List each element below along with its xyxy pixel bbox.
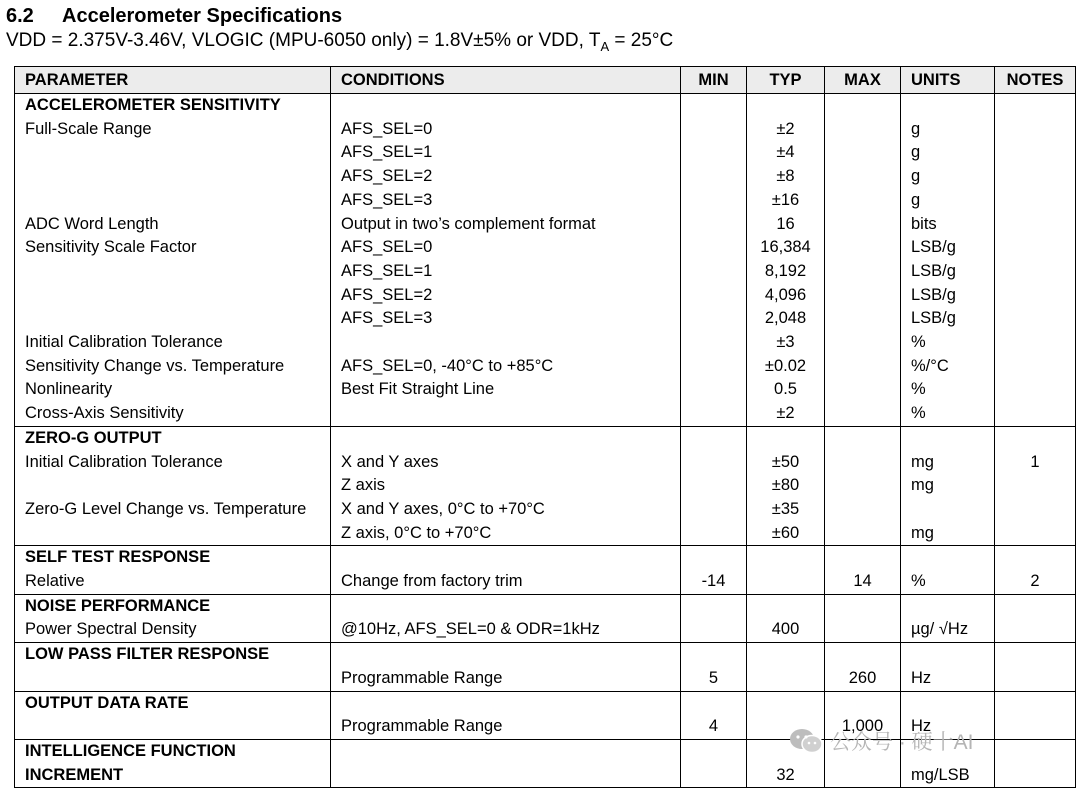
notes-cell: [995, 94, 1076, 118]
max-cell: [825, 498, 901, 522]
notes-cell: [995, 474, 1076, 498]
notes-cell: [995, 764, 1076, 788]
typ-cell: ±2: [747, 402, 825, 426]
units-cell: Hz: [901, 667, 995, 691]
typ-cell: 16: [747, 213, 825, 237]
max-cell: [825, 426, 901, 450]
units-cell: mg: [901, 474, 995, 498]
notes-cell: 2: [995, 570, 1076, 594]
parameter-cell: Sensitivity Change vs. Temperature: [15, 355, 331, 379]
min-cell: [681, 764, 747, 788]
parameter-cell: [15, 141, 331, 165]
parameter-cell: Initial Calibration Tolerance: [15, 331, 331, 355]
table-row: [15, 307, 1076, 331]
max-cell: 260: [825, 667, 901, 691]
table-row: [15, 165, 1076, 189]
units-cell: LSB/g: [901, 260, 995, 284]
units-cell: %: [901, 402, 995, 426]
units-cell: LSB/g: [901, 236, 995, 260]
min-cell: [681, 426, 747, 450]
table-row: [15, 570, 1076, 594]
max-cell: [825, 165, 901, 189]
typ-cell: 16,384: [747, 236, 825, 260]
min-cell: [681, 691, 747, 715]
typ-cell: [747, 691, 825, 715]
max-cell: [825, 213, 901, 237]
typ-cell: ±3: [747, 331, 825, 355]
conditions-cell: AFS_SEL=0: [331, 236, 681, 260]
section-number: 6.2: [6, 5, 34, 27]
table-row: [15, 189, 1076, 213]
subtitle-tail: = 25°C: [609, 30, 674, 51]
header-notes: NOTES: [995, 67, 1076, 94]
min-cell: 4: [681, 715, 747, 739]
table-row: [15, 546, 1076, 570]
min-cell: [681, 118, 747, 142]
max-cell: [825, 284, 901, 308]
parameter-cell: [15, 522, 331, 546]
section-label: INCREMENT: [15, 764, 331, 788]
parameter-cell: [15, 260, 331, 284]
table-header-row: [15, 67, 1076, 94]
min-cell: [681, 594, 747, 618]
max-cell: [825, 260, 901, 284]
notes-cell: [995, 402, 1076, 426]
conditions-cell: Programmable Range: [331, 667, 681, 691]
section-label: NOISE PERFORMANCE: [15, 594, 331, 618]
watermark: [788, 726, 974, 756]
units-cell: bits: [901, 213, 995, 237]
notes-cell: [995, 141, 1076, 165]
min-cell: [681, 141, 747, 165]
table-row: [15, 260, 1076, 284]
parameter-cell: Cross-Axis Sensitivity: [15, 402, 331, 426]
section-label: LOW PASS FILTER RESPONSE: [15, 643, 331, 667]
table-row: [15, 118, 1076, 142]
min-cell: -14: [681, 570, 747, 594]
max-cell: [825, 764, 901, 788]
units-cell: mg: [901, 451, 995, 475]
conditions-cell: Change from factory trim: [331, 570, 681, 594]
parameter-cell: Zero-G Level Change vs. Temperature: [15, 498, 331, 522]
conditions-cell: [331, 546, 681, 570]
notes-cell: 1: [995, 451, 1076, 475]
min-cell: [681, 165, 747, 189]
notes-cell: [995, 331, 1076, 355]
watermark-text: 公众号 · 硬十AI: [830, 731, 974, 754]
units-cell: g: [901, 189, 995, 213]
notes-cell: [995, 284, 1076, 308]
parameter-cell: ADC Word Length: [15, 213, 331, 237]
notes-cell: [995, 355, 1076, 379]
max-cell: [825, 618, 901, 642]
max-cell: [825, 402, 901, 426]
table-row: [15, 643, 1076, 667]
typ-cell: ±35: [747, 498, 825, 522]
units-cell: mg/LSB: [901, 764, 995, 788]
parameter-cell: [15, 165, 331, 189]
section-label: INTELLIGENCE FUNCTION: [15, 739, 331, 763]
notes-cell: [995, 189, 1076, 213]
typ-cell: [747, 667, 825, 691]
units-cell: [901, 546, 995, 570]
table-row: [15, 667, 1076, 691]
parameter-cell: [15, 667, 331, 691]
notes-cell: [995, 260, 1076, 284]
conditions-cell: X and Y axes, 0°C to +70°C: [331, 498, 681, 522]
table-row: [15, 594, 1076, 618]
notes-cell: [995, 546, 1076, 570]
max-cell: [825, 189, 901, 213]
table-row: [15, 331, 1076, 355]
header-min: MIN: [681, 67, 747, 94]
notes-cell: [995, 715, 1076, 739]
typ-cell: 400: [747, 618, 825, 642]
table-row: [15, 618, 1076, 642]
typ-cell: ±8: [747, 165, 825, 189]
units-cell: LSB/g: [901, 284, 995, 308]
min-cell: [681, 451, 747, 475]
min-cell: [681, 643, 747, 667]
units-cell: %: [901, 331, 995, 355]
section-label: ZERO-G OUTPUT: [15, 426, 331, 450]
notes-cell: [995, 213, 1076, 237]
conditions-cell: AFS_SEL=0, -40°C to +85°C: [331, 355, 681, 379]
parameter-cell: [15, 715, 331, 739]
table-row: [15, 451, 1076, 475]
typ-cell: 2,048: [747, 307, 825, 331]
min-cell: [681, 402, 747, 426]
units-cell: %: [901, 378, 995, 402]
max-cell: [825, 474, 901, 498]
notes-cell: [995, 498, 1076, 522]
parameter-cell: Initial Calibration Tolerance: [15, 451, 331, 475]
conditions-cell: [331, 739, 681, 763]
spec-table: [14, 66, 1076, 788]
typ-cell: 8,192: [747, 260, 825, 284]
notes-cell: [995, 594, 1076, 618]
parameter-cell: [15, 307, 331, 331]
min-cell: [681, 618, 747, 642]
min-cell: [681, 546, 747, 570]
parameter-cell: [15, 284, 331, 308]
max-cell: [825, 522, 901, 546]
max-cell: [825, 643, 901, 667]
typ-cell: ±60: [747, 522, 825, 546]
typ-cell: [747, 643, 825, 667]
units-cell: LSB/g: [901, 307, 995, 331]
table-row: [15, 426, 1076, 450]
min-cell: [681, 331, 747, 355]
conditions-cell: @10Hz, AFS_SEL=0 & ODR=1kHz: [331, 618, 681, 642]
header-max: MAX: [825, 67, 901, 94]
max-cell: [825, 691, 901, 715]
typ-cell: ±0.02: [747, 355, 825, 379]
conditions-cell: AFS_SEL=1: [331, 141, 681, 165]
max-cell: [825, 94, 901, 118]
units-cell: g: [901, 141, 995, 165]
units-cell: [901, 498, 995, 522]
min-cell: [681, 739, 747, 763]
conditions-cell: AFS_SEL=0: [331, 118, 681, 142]
table-row: [15, 691, 1076, 715]
conditions-subtitle: [6, 30, 673, 54]
section-heading: [6, 5, 342, 28]
max-cell: [825, 355, 901, 379]
max-cell: [825, 118, 901, 142]
table-row: [15, 94, 1076, 118]
notes-cell: [995, 667, 1076, 691]
notes-cell: [995, 307, 1076, 331]
typ-cell: [747, 426, 825, 450]
max-cell: 14: [825, 570, 901, 594]
section-title: Accelerometer Specifications: [62, 5, 343, 27]
parameter-cell: Sensitivity Scale Factor: [15, 236, 331, 260]
typ-cell: 4,096: [747, 284, 825, 308]
typ-cell: ±80: [747, 474, 825, 498]
units-cell: [901, 691, 995, 715]
min-cell: [681, 522, 747, 546]
table-row: [15, 402, 1076, 426]
typ-cell: [747, 570, 825, 594]
typ-cell: 32: [747, 764, 825, 788]
notes-cell: [995, 691, 1076, 715]
min-cell: [681, 474, 747, 498]
header-units: UNITS: [901, 67, 995, 94]
conditions-cell: [331, 764, 681, 788]
min-cell: 5: [681, 667, 747, 691]
typ-cell: ±16: [747, 189, 825, 213]
subtitle-subscript: A: [600, 38, 610, 54]
subtitle-main: VDD = 2.375V-3.46V, VLOGIC (MPU-6050 only) = 1.8V±5% or VDD, T: [6, 30, 601, 51]
max-cell: [825, 378, 901, 402]
min-cell: [681, 213, 747, 237]
header-typ: TYP: [747, 67, 825, 94]
units-cell: mg: [901, 522, 995, 546]
table-row: [15, 141, 1076, 165]
conditions-cell: Programmable Range: [331, 715, 681, 739]
max-cell: [825, 451, 901, 475]
min-cell: [681, 355, 747, 379]
notes-cell: [995, 643, 1076, 667]
parameter-cell: Power Spectral Density: [15, 618, 331, 642]
conditions-cell: [331, 426, 681, 450]
min-cell: [681, 236, 747, 260]
units-cell: Hz: [901, 715, 995, 739]
parameter-cell: Full-Scale Range: [15, 118, 331, 142]
conditions-cell: [331, 643, 681, 667]
section-label: OUTPUT DATA RATE: [15, 691, 331, 715]
header-conditions: CONDITIONS: [331, 67, 681, 94]
conditions-cell: AFS_SEL=2: [331, 284, 681, 308]
wechat-icon: [788, 727, 824, 755]
header-parameter: PARAMETER: [15, 67, 331, 94]
parameter-cell: [15, 189, 331, 213]
max-cell: [825, 546, 901, 570]
typ-cell: [747, 94, 825, 118]
max-cell: [825, 236, 901, 260]
units-cell: %: [901, 570, 995, 594]
table-row: [15, 522, 1076, 546]
conditions-cell: [331, 94, 681, 118]
notes-cell: [995, 739, 1076, 763]
section-label: ACCELEROMETER SENSITIVITY: [15, 94, 331, 118]
conditions-cell: AFS_SEL=3: [331, 189, 681, 213]
notes-cell: [995, 118, 1076, 142]
typ-cell: ±4: [747, 141, 825, 165]
conditions-cell: [331, 331, 681, 355]
conditions-cell: Output in two’s complement format: [331, 213, 681, 237]
units-cell: [901, 426, 995, 450]
min-cell: [681, 498, 747, 522]
units-cell: [901, 643, 995, 667]
parameter-cell: [15, 474, 331, 498]
conditions-cell: AFS_SEL=2: [331, 165, 681, 189]
conditions-cell: Best Fit Straight Line: [331, 378, 681, 402]
typ-cell: [747, 546, 825, 570]
min-cell: [681, 378, 747, 402]
notes-cell: [995, 426, 1076, 450]
table-row: [15, 474, 1076, 498]
units-cell: g: [901, 118, 995, 142]
notes-cell: [995, 165, 1076, 189]
max-cell: [825, 307, 901, 331]
table-row: [15, 498, 1076, 522]
typ-cell: 0.5: [747, 378, 825, 402]
typ-cell: ±50: [747, 451, 825, 475]
table-row: [15, 284, 1076, 308]
notes-cell: [995, 378, 1076, 402]
conditions-cell: X and Y axes: [331, 451, 681, 475]
table-row: [15, 236, 1076, 260]
min-cell: [681, 307, 747, 331]
max-cell: [825, 141, 901, 165]
units-cell: µg/ √Hz: [901, 618, 995, 642]
max-cell: 1,000: [825, 715, 901, 739]
notes-cell: [995, 618, 1076, 642]
table-row: [15, 764, 1076, 788]
min-cell: [681, 260, 747, 284]
conditions-cell: AFS_SEL=3: [331, 307, 681, 331]
parameter-cell: Nonlinearity: [15, 378, 331, 402]
parameter-cell: Relative: [15, 570, 331, 594]
section-label: SELF TEST RESPONSE: [15, 546, 331, 570]
max-cell: [825, 331, 901, 355]
units-cell: %/°C: [901, 355, 995, 379]
min-cell: [681, 94, 747, 118]
conditions-cell: [331, 402, 681, 426]
units-cell: [901, 94, 995, 118]
typ-cell: [747, 594, 825, 618]
notes-cell: [995, 522, 1076, 546]
table-row: [15, 378, 1076, 402]
conditions-cell: Z axis: [331, 474, 681, 498]
max-cell: [825, 594, 901, 618]
table-row: [15, 213, 1076, 237]
units-cell: [901, 594, 995, 618]
conditions-cell: AFS_SEL=1: [331, 260, 681, 284]
units-cell: g: [901, 165, 995, 189]
table-row: [15, 355, 1076, 379]
conditions-cell: Z axis, 0°C to +70°C: [331, 522, 681, 546]
notes-cell: [995, 236, 1076, 260]
conditions-cell: [331, 594, 681, 618]
min-cell: [681, 189, 747, 213]
conditions-cell: [331, 691, 681, 715]
typ-cell: ±2: [747, 118, 825, 142]
min-cell: [681, 284, 747, 308]
